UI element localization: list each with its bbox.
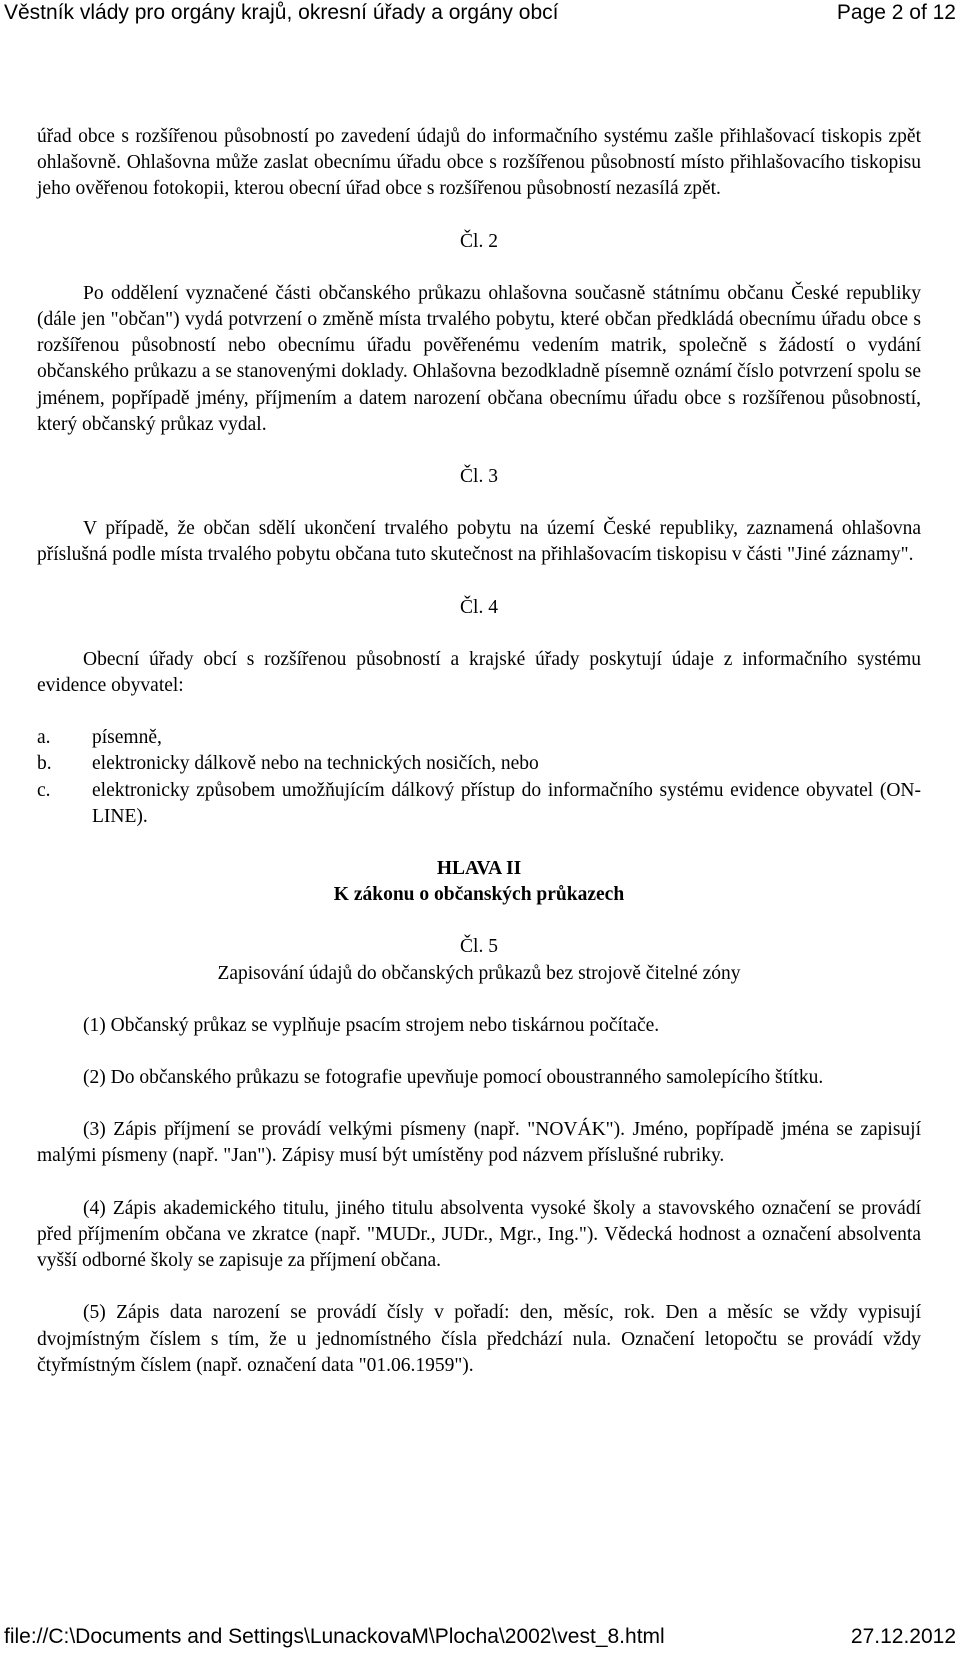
article-5-paragraph-5 — [37, 1300, 921, 1379]
list-item — [37, 778, 921, 830]
page-footer — [0, 1624, 960, 1650]
article-5-paragraph-4 — [37, 1196, 921, 1275]
intro-paragraph: úřad obce s rozšířenou působností po zavedení údajů do informačního systému zašle přihlašovací tiskopis zpět ohlašovně. Ohlašovna může zaslat obecnímu úřadu obce s rozšířenou působností místo přihlašovacího tiskopisu jeho ověřenou fotokopii, kterou obecní úřad obce s rozšířenou působností nezasílá zpět. — [37, 126, 921, 200]
article-5-paragraph-3-content: (3) Zápis příjmení se provádí velkými písmeny (např. "NOVÁK"). Jméno, popřípadě jména se zapisují malými písmeny (např. "Jan"). Zápisy musí být umístěny pod názvem příslušné rubriky. — [37, 1119, 921, 1167]
list-item — [37, 725, 921, 751]
article-2-text-content: Po oddělení vyznačené části občanského průkazu ohlašovna současně státnímu občanu České republiky (dále jen "občan") vydá potvrzení o změně místa trvalého pobytu, které občan předkládá obecnímu úřadu obce s rozšířenou působností nebo obecnímu úřadu pověřenému vedením matrik, společně s žádostí o vydání občanského průkazu a se stanovenými doklady. Ohlašovna bezodkladně písemně oznámí číslo potvrzení spolu se jménem, popřípadě jmény, příjmením a datem narození občana obecnímu úřadu obce s rozšířenou působností, který občanský průkaz vydal. — [37, 282, 921, 435]
article-2-heading: Čl. 2 — [460, 230, 498, 252]
article-5-paragraph-4-content: (4) Zápis akademického titulu, jiného titulu absolventa vysoké školy a stavovského označení se provádí před příjmením občana ve zkratce (např. "MUDr., JUDr., Mgr., Ing."). Vědecká hodnost a označení absolventa vyšší odborné školy se zapisuje za příjmení občana. — [37, 1197, 921, 1272]
article-5-paragraph-5-content: (5) Zápis data narození se provádí čísly v pořadí: den, měsíc, rok. Den a měsíc se vždy vypisují dvojmístným číslem s tím, že u jednomístného čísla předchází nula. Označení letopočtu se provádí vždy čtyřmístným číslem (např. označení data "01.06.1959"). — [37, 1302, 921, 1376]
article-4-text — [37, 647, 921, 699]
article-3-text — [37, 516, 921, 568]
document-title: Věstník vlády pro orgány krajů, okresní úřady a orgány obcí — [4, 1, 559, 24]
article-5-paragraph-3 — [37, 1117, 921, 1169]
list-item-text: elektronicky způsobem umožňujícím dálkový přístup do informačního systému evidence obyvatel (ON-LINE). — [92, 779, 921, 827]
list-item-label: c. — [37, 779, 51, 801]
article-2-text — [37, 281, 921, 438]
article-5-subheading: Zapisování údajů do občanských průkazů bez strojově čitelné zóny — [217, 962, 741, 984]
chapter-subtitle: K zákonu o občanských průkazech — [333, 884, 625, 906]
article-5-paragraph-1-content: (1) Občanský průkaz se vyplňuje psacím strojem nebo tiskárnou počítače. — [83, 1014, 660, 1036]
article-4-list — [37, 725, 921, 830]
list-item-label: a. — [37, 727, 51, 749]
article-4-heading: Čl. 4 — [460, 596, 498, 618]
print-date: 27.12.2012 — [850, 1625, 956, 1648]
list-item-text: písemně, — [92, 727, 162, 749]
article-4-text-content: Obecní úřady obcí s rozšířenou působností a krajské úřady poskytují údaje z informačního systému evidence obyvatel: — [37, 648, 921, 697]
article-5-paragraph-2-content: (2) Do občanského průkazu se fotografie upevňuje pomocí oboustranného samolepícího štítku. — [83, 1067, 824, 1089]
list-item-text: elektronicky dálkově nebo na technických nosičích, nebo — [92, 753, 539, 775]
article-3-heading: Čl. 3 — [460, 466, 498, 488]
article-3-text-content: V případě, že občan sdělí ukončení trvalého pobytu na území České republiky, zaznamená ohlašovna příslušná podle místa trvalého pobytu občana tuto skutečnost na přihlašovacím tiskopisu v části "Jiné záznamy". — [37, 518, 921, 566]
chapter-title: HLAVA II — [436, 858, 522, 880]
document-body — [37, 124, 921, 1379]
page-header — [0, 0, 960, 26]
list-item — [37, 751, 921, 777]
article-5-heading: Čl. 5 — [460, 936, 498, 958]
file-path: file://C:\Documents and Settings\LunackovaM\Plocha\2002\vest_8.html — [4, 1625, 665, 1648]
list-item-label: b. — [37, 753, 52, 775]
page-number: Page 2 of 12 — [836, 1, 956, 24]
article-5-paragraph-2 — [37, 1065, 921, 1091]
article-5-paragraph-1 — [37, 1013, 921, 1039]
